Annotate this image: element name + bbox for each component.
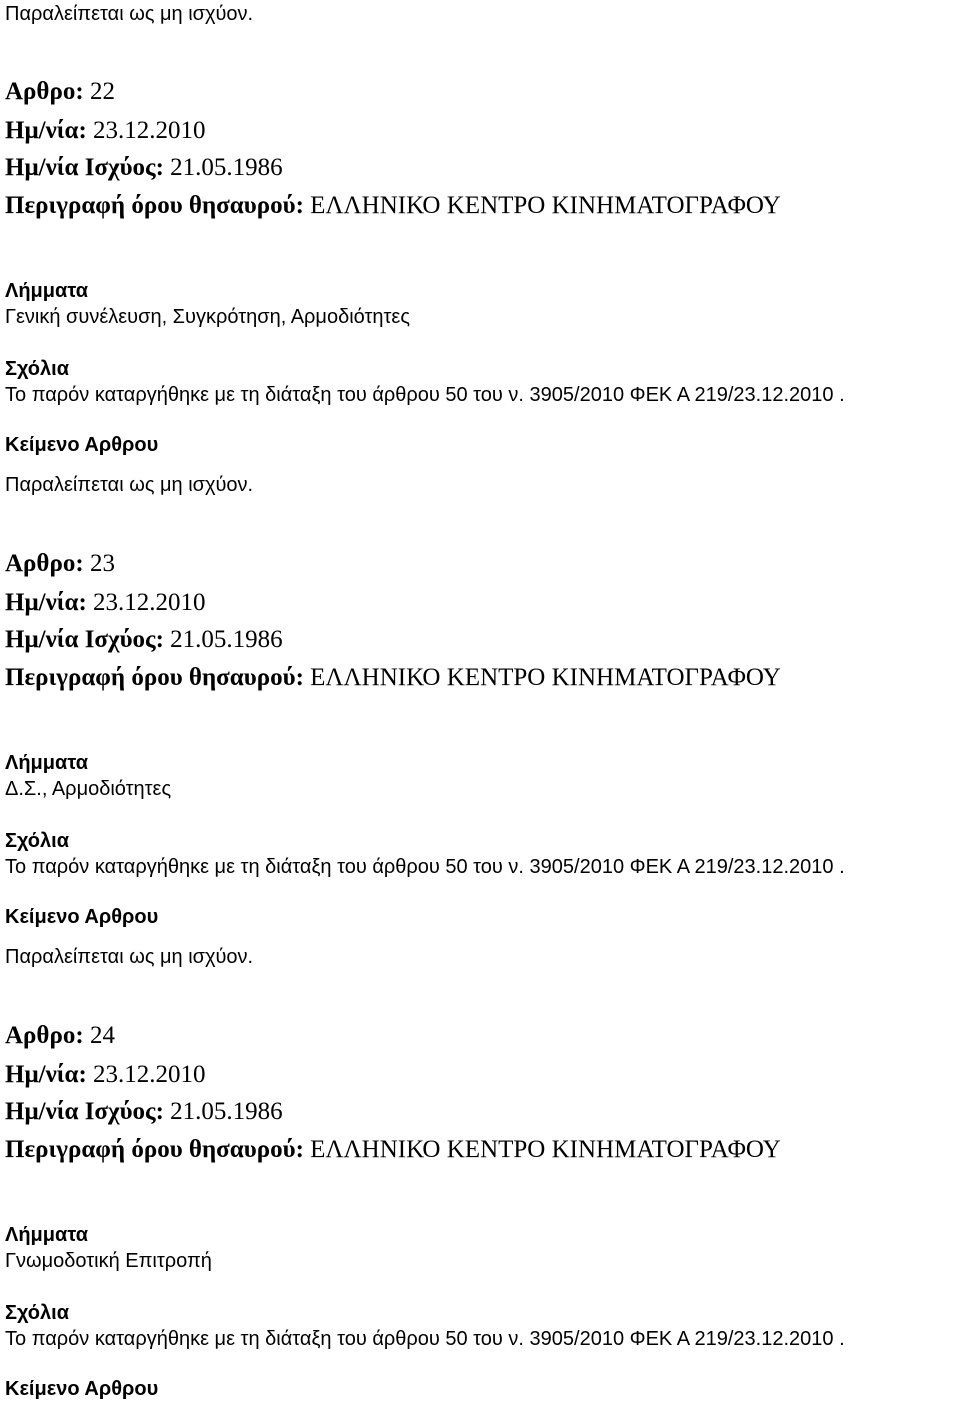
date-label: Ημ/νία: (5, 589, 87, 616)
keywords-value: Δ.Σ., Αρμοδιότητες (5, 778, 172, 800)
thesaurus-term-value: ΕΛΛΗΝΙΚΟ ΚΕΝΤΡΟ ΚΙΝΗΜΑΤΟΓΡΑΦΟΥ (310, 1136, 781, 1163)
keywords-value: Γενική συνέλευση, Συγκρότηση, Αρμοδιότητες (5, 306, 410, 328)
date-line (5, 116, 206, 146)
comments-heading: Σχόλια (5, 830, 69, 852)
article-label: Αρθρο: (5, 78, 84, 105)
date-line (5, 588, 206, 618)
article-text-heading: Κείμενο Αρθρου (5, 906, 159, 928)
comments-heading: Σχόλια (5, 358, 69, 380)
article-label: Αρθρο: (5, 550, 84, 577)
date-value: 23.12.2010 (93, 589, 206, 616)
thesaurus-term-value: ΕΛΛΗΝΙΚΟ ΚΕΝΤΡΟ ΚΙΝΗΜΑΤΟΓΡΑΦΟΥ (310, 664, 781, 691)
comments-heading: Σχόλια (5, 1302, 69, 1324)
article-number: 24 (89, 1022, 115, 1049)
keywords-heading: Λήμματα (5, 752, 88, 774)
thesaurus-term-line (5, 1135, 781, 1165)
effective-date-label: Ημ/νία Ισχύος: (5, 1098, 164, 1125)
article-label: Αρθρο: (5, 1022, 84, 1049)
date-label: Ημ/νία: (5, 117, 87, 144)
thesaurus-term-label: Περιγραφή όρου θησαυρού: (5, 1136, 304, 1163)
effective-date-line (5, 1097, 283, 1127)
article-text-heading: Κείμενο Αρθρου (5, 1378, 159, 1400)
article-number: 23 (89, 550, 115, 577)
effective-date-value: 21.05.1986 (170, 154, 283, 181)
thesaurus-term-value: ΕΛΛΗΝΙΚΟ ΚΕΝΤΡΟ ΚΙΝΗΜΑΤΟΓΡΑΦΟΥ (310, 192, 781, 219)
article-number: 22 (89, 78, 115, 105)
thesaurus-term-label: Περιγραφή όρου θησαυρού: (5, 664, 304, 691)
keywords-heading: Λήμματα (5, 280, 88, 302)
comments-value: Το παρόν καταργήθηκε με τη διάταξη του άρθρου 50 του ν. 3905/2010 ΦΕΚ Α 219/23.12.2010 . (5, 384, 845, 406)
article-number-line (5, 549, 115, 579)
comments-value: Το παρόν καταργήθηκε με τη διάταξη του άρθρου 50 του ν. 3905/2010 ΦΕΚ Α 219/23.12.2010 . (5, 1328, 845, 1350)
thesaurus-term-line (5, 663, 781, 693)
thesaurus-term-line (5, 191, 781, 221)
comments-value: Το παρόν καταργήθηκε με τη διάταξη του άρθρου 50 του ν. 3905/2010 ΦΕΚ Α 219/23.12.2010 . (5, 856, 845, 878)
date-value: 23.12.2010 (93, 1061, 206, 1088)
effective-date-label: Ημ/νία Ισχύος: (5, 626, 164, 653)
date-label: Ημ/νία: (5, 1061, 87, 1088)
date-value: 23.12.2010 (93, 117, 206, 144)
effective-date-label: Ημ/νία Ισχύος: (5, 154, 164, 181)
thesaurus-term-label: Περιγραφή όρου θησαυρού: (5, 192, 304, 219)
keywords-heading: Λήμματα (5, 1224, 88, 1246)
top-fragment-text: Παραλείπεται ως μη ισχύον. (5, 3, 254, 25)
date-line (5, 1060, 206, 1090)
effective-date-value: 21.05.1986 (170, 1098, 283, 1125)
effective-date-line (5, 153, 283, 183)
article-text-value: Παραλείπεται ως μη ισχύον. (5, 946, 254, 968)
keywords-value: Γνωμοδοτική Επιτροπή (5, 1250, 212, 1272)
effective-date-line (5, 625, 283, 655)
article-text-heading: Κείμενο Αρθρου (5, 434, 159, 456)
effective-date-value: 21.05.1986 (170, 626, 283, 653)
article-number-line (5, 77, 115, 107)
article-number-line (5, 1021, 115, 1051)
article-text-value: Παραλείπεται ως μη ισχύον. (5, 474, 254, 496)
